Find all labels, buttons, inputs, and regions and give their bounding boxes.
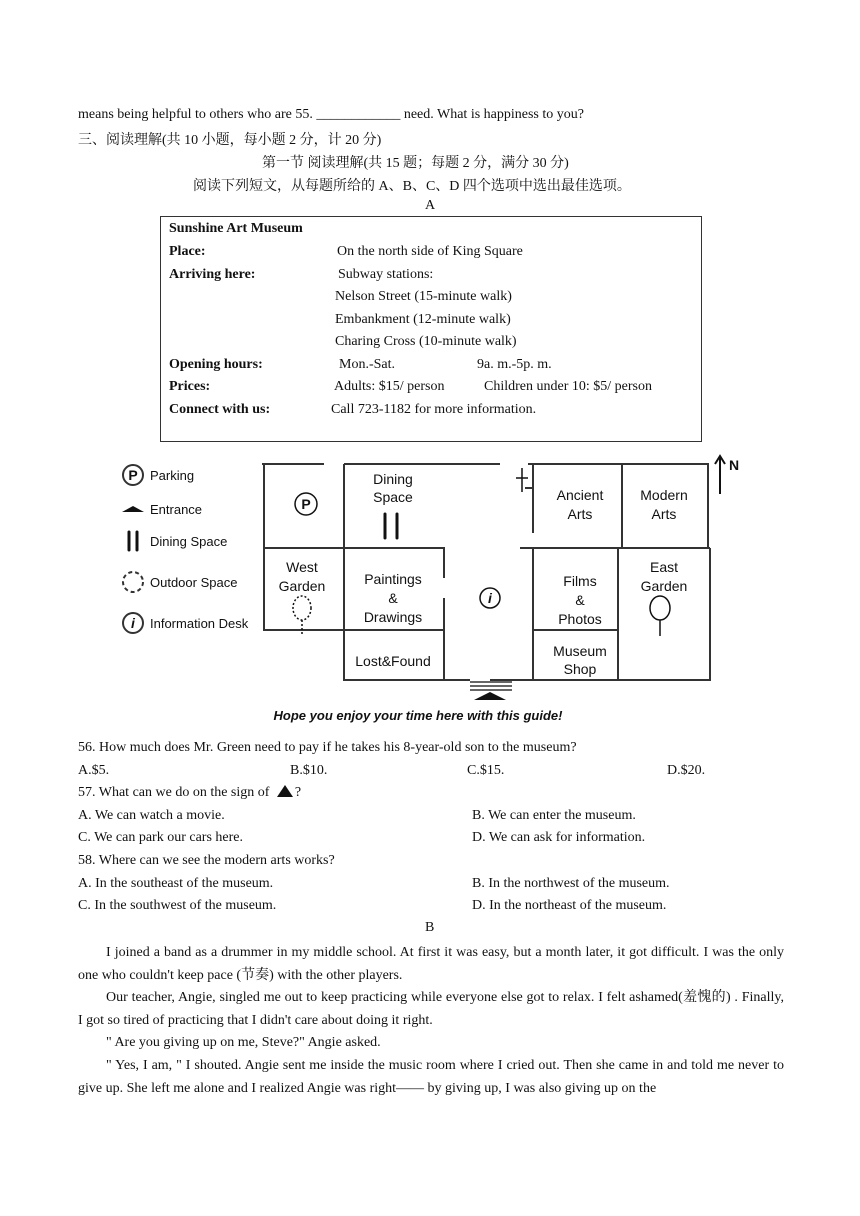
map-parking-symbol: P (301, 496, 311, 512)
passage-a-label: A (425, 198, 436, 213)
q56-option-b: B.$10. (290, 763, 328, 778)
q58-option-b: B. In the northwest of the museum. (472, 876, 670, 891)
room-dining-1: Dining (373, 471, 413, 487)
map-info-symbol: i (488, 590, 492, 606)
prices-label: Prices: (169, 379, 211, 394)
museum-map (110, 448, 760, 728)
legend-info-symbol: i (131, 615, 135, 631)
passage-b-paragraph: " Yes, I am, " I shouted. Angie sent me inside the music room where I cried out. Then she came in and told me never to give up. She left me alone and I realized Angie was right—— by giving up, I was also giving up on the (78, 1057, 784, 1096)
room-dining-2: Space (373, 489, 413, 505)
room-paint-2: & (388, 590, 398, 606)
room-lost: Lost&Found (355, 653, 431, 669)
entrance-icon (470, 682, 512, 690)
q57-option-a: A. We can watch a movie. (78, 808, 225, 823)
instruction: 阅读下列短文，从每题所给的 A、B、C、D 四个选项中选出最佳选项。 (193, 179, 631, 194)
map-caption: Hope you enjoy your time here with this guide! (273, 708, 563, 723)
room-ancient-2: Arts (567, 506, 593, 522)
room-paint-1: Paintings (364, 571, 422, 587)
legend-dining: Dining Space (150, 534, 228, 549)
legend-info: Information Desk (150, 616, 249, 631)
q58-stem: 58. Where can we see the modern arts works? (78, 853, 335, 868)
subsection-title: 第一节 阅读理解(共 15 题；每题 2 分，满分 30 分) (262, 156, 569, 171)
west-garden-tree-icon (293, 596, 311, 634)
legend-parking: Parking (150, 468, 195, 483)
room-modern-1: Modern (640, 487, 688, 503)
q56-option-d: D.$20. (667, 763, 706, 778)
room-west-2: Garden (278, 578, 326, 594)
place-label: Place: (169, 244, 206, 259)
notice-title: Sunshine Art Museum (169, 221, 303, 236)
room-films-3: Photos (558, 611, 602, 627)
room-east-1: East (649, 559, 679, 575)
place-value: On the north side of King Square (337, 244, 523, 259)
passage-b-paragraph: Our teacher, Angie, singled me out to keep practicing while everyone else got to relax. I felt ashamed(羞愧的) . Finally, I got so tired of practicing that I didn't care about doing it right. (78, 990, 784, 1028)
q58-option-d: D. In the northeast of the museum. (472, 898, 667, 913)
prices-children: Children under 10: $5/ person (484, 379, 652, 394)
q56-option-a: A.$5. (78, 763, 110, 778)
q57-stem-after: ? (294, 785, 302, 800)
q57-stem (78, 785, 301, 801)
north-label: N (728, 457, 740, 473)
room-films-1: Films (563, 573, 597, 589)
arriving-value: Subway stations: (338, 267, 434, 282)
room-paint-3: Drawings (363, 609, 423, 625)
connect-label: Connect with us: (169, 402, 271, 417)
passage-b-paragraph: I joined a band as a drummer in my middle school. At first it was easy, but a month later, it got difficult. I was the only one who couldn't keep pace (节奏) with the other players. (78, 945, 784, 983)
hours-time: 9a. m.-5p. m. (477, 357, 552, 372)
legend-entrance-icon (122, 506, 144, 512)
room-west-1: West (286, 559, 318, 575)
q57-option-d: D. We can ask for information. (472, 830, 646, 845)
station-nelson: Nelson Street (15-minute walk) (335, 289, 512, 304)
intro-line: means being helpful to others who are 55. ____________ need. What is happiness to you? (78, 107, 584, 122)
room-ancient-1: Ancient (556, 487, 604, 503)
passage-b-paragraph: " Are you giving up on me, Steve?" Angie asked. (106, 1035, 381, 1051)
q57-option-c: C. We can park our cars here. (78, 830, 243, 845)
q56-option-c: C.$15. (467, 763, 505, 778)
q58-option-c: C. In the southwest of the museum. (78, 898, 277, 913)
outdoor-space-icon (123, 572, 143, 592)
station-embankment: Embankment (12-minute walk) (335, 312, 511, 327)
legend-outdoor: Outdoor Space (150, 575, 238, 590)
room-modern-2: Arts (651, 506, 677, 522)
prices-adults: Adults: $15/ person (334, 379, 445, 394)
room-shop-1: Museum (553, 643, 607, 659)
room-shop-2: Shop (563, 661, 597, 677)
entrance-triangle-icon (277, 785, 293, 797)
legend-parking-symbol: P (128, 467, 138, 483)
arriving-label: Arriving here: (169, 267, 256, 282)
q57-stem-before: 57. What can we do on the sign of (78, 785, 273, 800)
q58-option-a: A. In the southeast of the museum. (78, 876, 274, 891)
north-arrow-icon (715, 456, 725, 494)
dining-room-icon (385, 514, 397, 538)
connect-value: Call 723-1182 for more information. (331, 402, 537, 417)
passage-b (78, 942, 784, 1100)
hours-label: Opening hours: (169, 357, 263, 372)
station-charing: Charing Cross (10-minute walk) (335, 334, 517, 349)
room-east-2: Garden (640, 578, 688, 594)
dining-legend-icon (129, 532, 137, 550)
entrance-sign-icon (474, 692, 506, 700)
q56-stem: 56. How much does Mr. Green need to pay if he takes his 8-year-old son to the museum? (78, 740, 577, 755)
museum-notice (160, 216, 702, 442)
tree-icon (650, 596, 670, 636)
room-films-2: & (575, 592, 585, 608)
legend-entrance: Entrance (150, 502, 203, 517)
passage-b-label: B (425, 920, 435, 935)
q57-option-b: B. We can enter the museum. (472, 808, 636, 823)
hours-days: Mon.-Sat. (339, 357, 395, 372)
section-title: 三、阅读理解(共 10 小题，每小题 2 分，计 20 分) (78, 133, 382, 148)
